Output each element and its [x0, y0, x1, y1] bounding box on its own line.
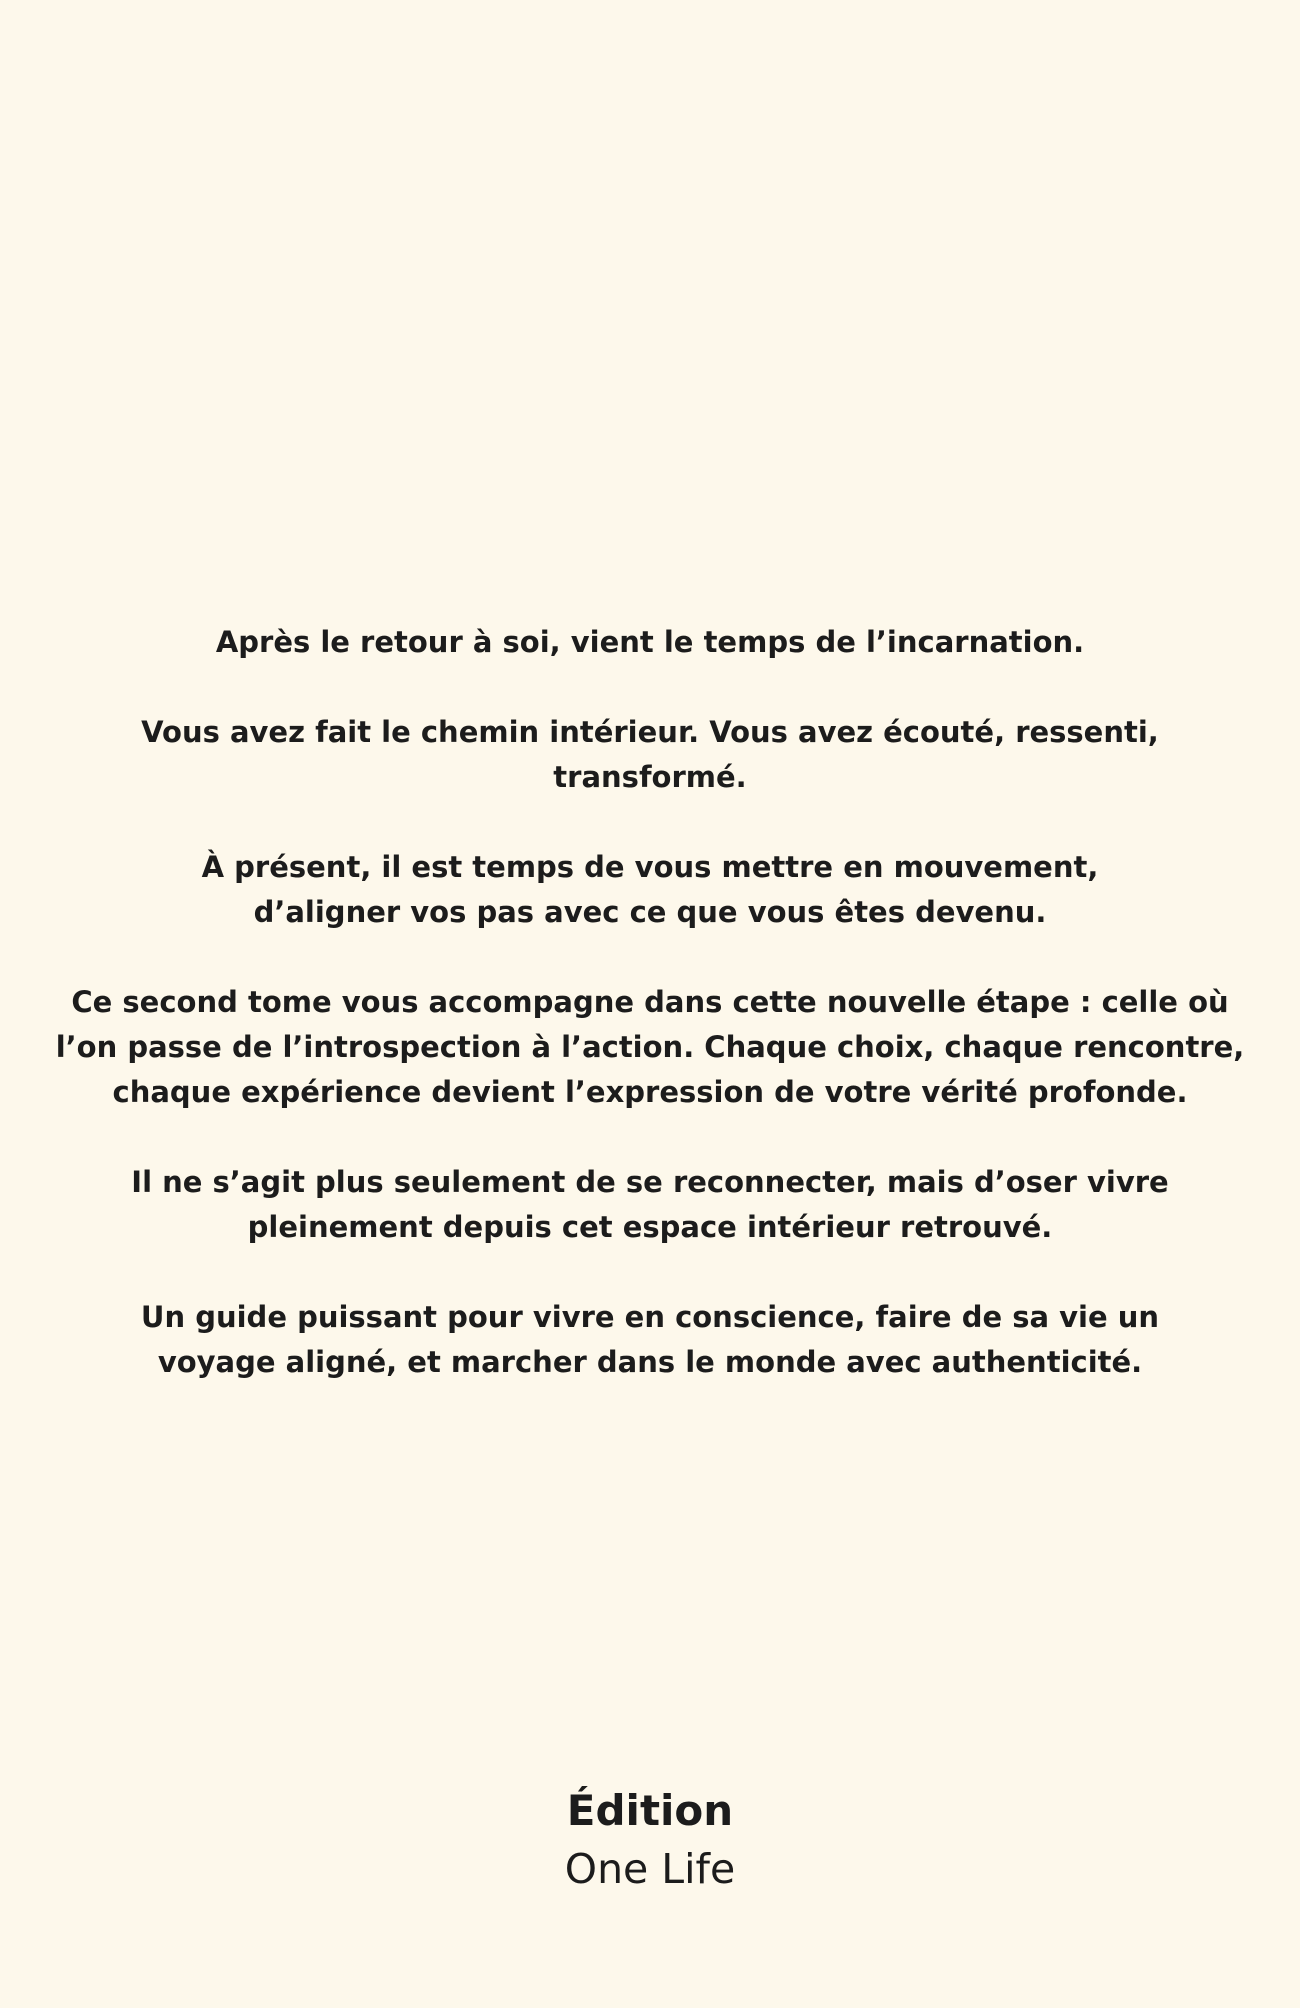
publisher-block [0, 1782, 1300, 1898]
blurb-paragraph-2: Vous avez fait le chemin intérieur. Vous avez écouté, ressenti, transformé. [141, 715, 1159, 794]
back-cover-blurb [40, 620, 1260, 1385]
publisher-label: Édition [566, 1786, 734, 1835]
blurb-paragraph-5: Il ne s’agit plus seulement de se reconnecter, mais d’oser vivre pleinement depuis cet espace intérieur retrouvé. [131, 1165, 1169, 1244]
blurb-paragraph-1: Après le retour à soi, vient le temps de l’incarnation. [215, 625, 1085, 659]
blurb-paragraph-4: Ce second tome vous accompagne dans cette nouvelle étape : celle où l’on passe de l’introspection à l’action. Chaque choix, chaque rencontre, chaque expérience devient l’expression de votre vérité profonde. [55, 985, 1245, 1109]
blurb-paragraph-3: À présent, il est temps de vous mettre en mouvement, d’aligner vos pas avec ce que vous êtes devenu. [201, 850, 1099, 929]
publisher-name: One Life [564, 1845, 736, 1893]
blurb-paragraph-6: Un guide puissant pour vivre en conscience, faire de sa vie un voyage aligné, et marcher dans le monde avec authenticité. [140, 1300, 1160, 1379]
